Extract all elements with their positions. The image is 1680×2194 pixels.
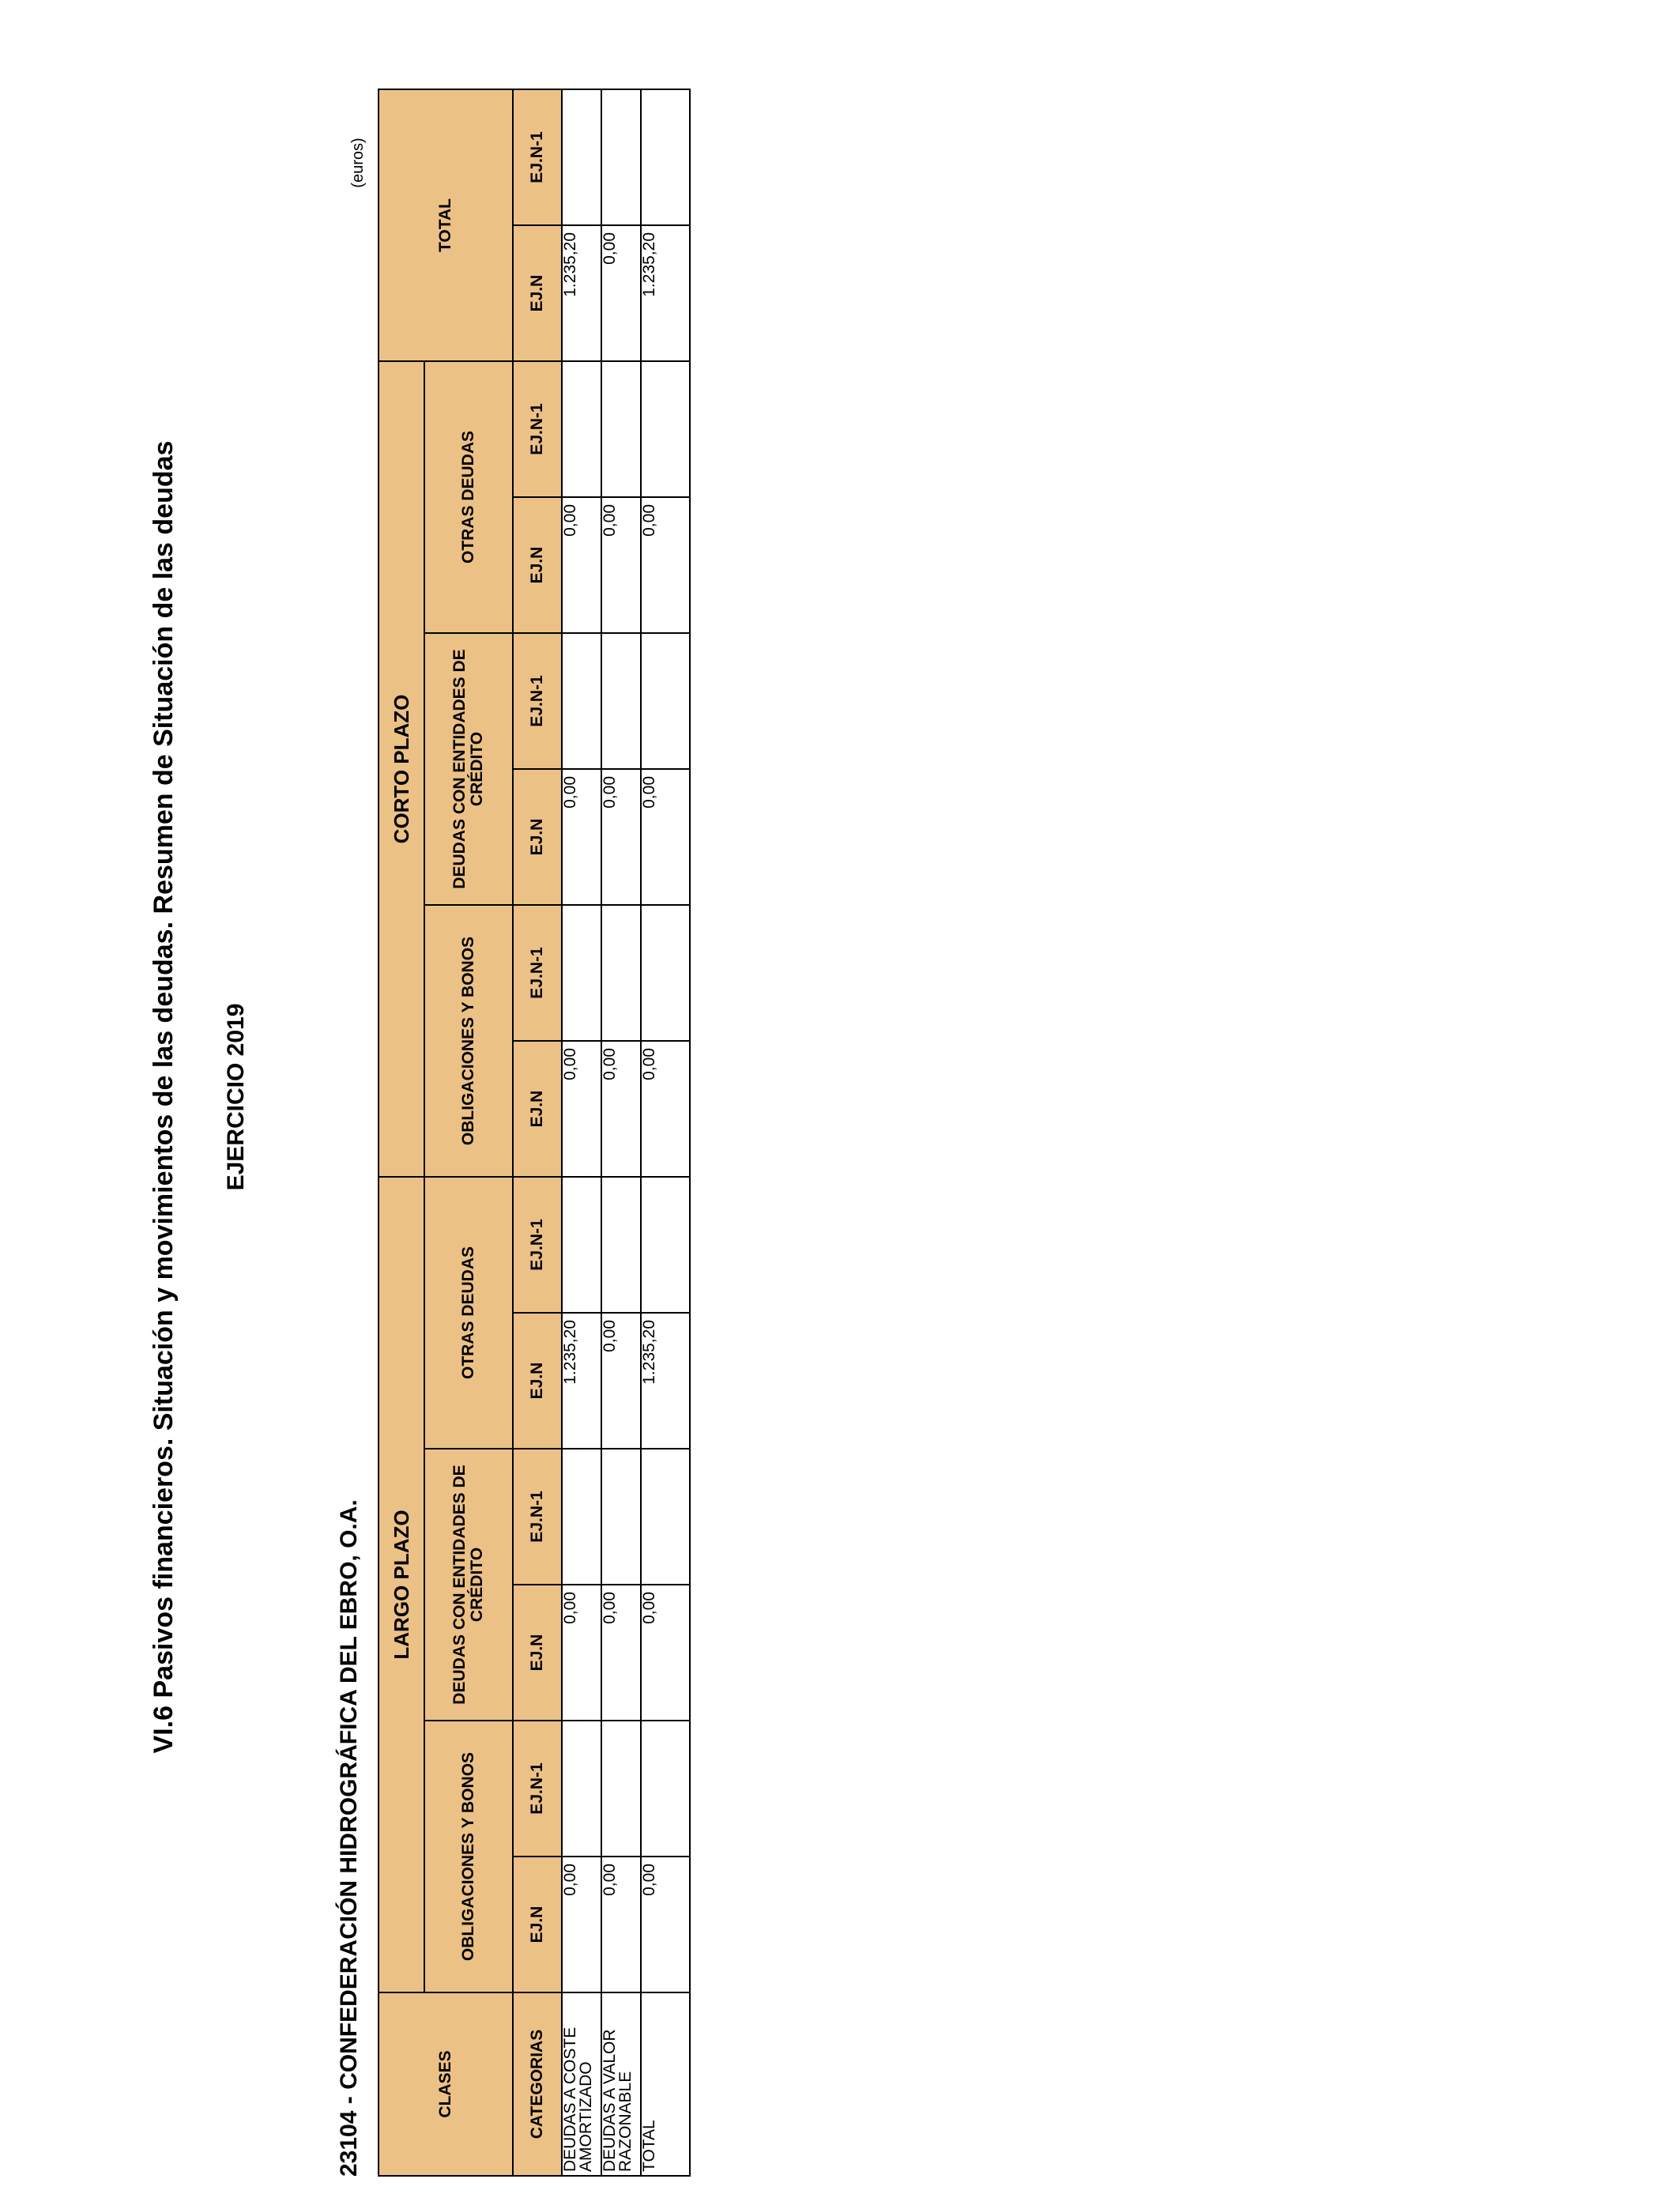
lp-obligaciones-header: OBLIGACIONES Y BONOS — [424, 1721, 513, 1992]
cp-entidades-header: DEUDAS CON ENTIDADES DE CRÉDITO — [424, 633, 513, 905]
largo-plazo-header: LARGO PLAZO — [379, 1177, 424, 1992]
ej-n1-header: EJ.N-1 — [513, 1177, 562, 1313]
cell-lp-otras-n1 — [562, 1177, 601, 1313]
fiscal-year: EJERCICIO 2019 — [223, 1003, 249, 1191]
cell-lp-ent-n: 0,00 — [641, 1585, 690, 1721]
ej-n-header: EJ.N — [513, 497, 562, 633]
cell-cp-ent-n: 0,00 — [601, 769, 641, 905]
cell-total-n1 — [641, 89, 690, 225]
cell-lp-oblig-n: 0,00 — [641, 1857, 690, 1992]
ej-n1-header: EJ.N-1 — [513, 633, 562, 769]
cell-lp-otras-n: 1.235,20 — [641, 1313, 690, 1449]
cell-cp-oblig-n: 0,00 — [641, 1041, 690, 1177]
ej-n-header: EJ.N — [513, 1585, 562, 1721]
cell-cp-oblig-n1 — [601, 905, 641, 1041]
cell-cp-otras-n: 0,00 — [601, 497, 641, 633]
entity-name: 23104 - CONFEDERACIÓN HIDROGRÁFICA DEL EBRO, O.A. — [336, 1499, 362, 2177]
row-label: TOTAL — [641, 1992, 690, 2176]
cell-total-n: 1.235,20 — [641, 225, 690, 361]
cell-cp-oblig-n: 0,00 — [562, 1041, 601, 1177]
cell-cp-oblig-n1 — [562, 905, 601, 1041]
ej-n-header: EJ.N — [513, 1313, 562, 1449]
units-label: (euros) — [349, 138, 367, 188]
ej-n-header: EJ.N — [513, 225, 562, 361]
cell-cp-oblig-n: 0,00 — [601, 1041, 641, 1177]
cell-lp-otras-n1 — [641, 1177, 690, 1313]
ej-n1-header: EJ.N-1 — [513, 361, 562, 497]
cell-total-n1 — [601, 89, 641, 225]
table-row — [562, 89, 601, 2176]
cell-cp-oblig-n1 — [641, 905, 690, 1041]
cell-cp-otras-n1 — [562, 361, 601, 497]
cell-total-n1 — [562, 89, 601, 225]
report-title: VI.6 Pasivos financieros. Situación y movimientos de las deudas. Resumen de Situación de las deudas — [149, 440, 179, 1754]
lp-entidades-header: DEUDAS CON ENTIDADES DE CRÉDITO — [424, 1449, 513, 1721]
cp-otras-header: OTRAS DEUDAS — [424, 361, 513, 633]
cell-cp-ent-n: 0,00 — [641, 769, 690, 905]
cell-lp-otras-n: 1.235,20 — [562, 1313, 601, 1449]
cell-cp-ent-n1 — [641, 633, 690, 769]
cell-lp-otras-n1 — [601, 1177, 641, 1313]
clases-header: CLASES — [379, 1992, 513, 2176]
cell-cp-ent-n1 — [562, 633, 601, 769]
cell-lp-oblig-n: 0,00 — [601, 1857, 641, 1992]
corto-plazo-header: CORTO PLAZO — [379, 361, 424, 1177]
cell-total-n: 1.235,20 — [562, 225, 601, 361]
ej-n-header: EJ.N — [513, 1857, 562, 1992]
row-label: DEUDAS A VALOR RAZONABLE — [601, 1992, 641, 2176]
cell-lp-ent-n: 0,00 — [562, 1585, 601, 1721]
ej-n1-header: EJ.N-1 — [513, 1721, 562, 1857]
ej-n1-header: EJ.N-1 — [513, 905, 562, 1041]
cell-lp-oblig-n1 — [641, 1721, 690, 1857]
debt-summary-table — [378, 89, 691, 2177]
cell-lp-ent-n: 0,00 — [601, 1585, 641, 1721]
ej-n1-header: EJ.N-1 — [513, 89, 562, 225]
cell-cp-otras-n1 — [641, 361, 690, 497]
cell-lp-ent-n1 — [562, 1449, 601, 1585]
cell-cp-ent-n1 — [601, 633, 641, 769]
cell-lp-oblig-n1 — [562, 1721, 601, 1857]
ej-n1-header: EJ.N-1 — [513, 1449, 562, 1585]
row-label: DEUDAS A COSTE AMORTIZADO — [562, 1992, 601, 2176]
cell-lp-ent-n1 — [601, 1449, 641, 1585]
cell-lp-otras-n: 0,00 — [601, 1313, 641, 1449]
lp-otras-header: OTRAS DEUDAS — [424, 1177, 513, 1449]
cell-cp-otras-n: 0,00 — [562, 497, 601, 633]
table-row — [601, 89, 641, 2176]
cp-obligaciones-header: OBLIGACIONES Y BONOS — [424, 905, 513, 1177]
cell-cp-ent-n: 0,00 — [562, 769, 601, 905]
cell-lp-ent-n1 — [641, 1449, 690, 1585]
cell-lp-oblig-n: 0,00 — [562, 1857, 601, 1992]
ej-n-header: EJ.N — [513, 1041, 562, 1177]
cell-total-n: 0,00 — [601, 225, 641, 361]
cell-cp-otras-n: 0,00 — [641, 497, 690, 633]
categorias-header: CATEGORIAS — [513, 1992, 562, 2176]
cell-cp-otras-n1 — [601, 361, 641, 497]
ej-n-header: EJ.N — [513, 769, 562, 905]
total-header: TOTAL — [379, 89, 513, 361]
cell-lp-oblig-n1 — [601, 1721, 641, 1857]
table-row-total — [641, 89, 690, 2176]
